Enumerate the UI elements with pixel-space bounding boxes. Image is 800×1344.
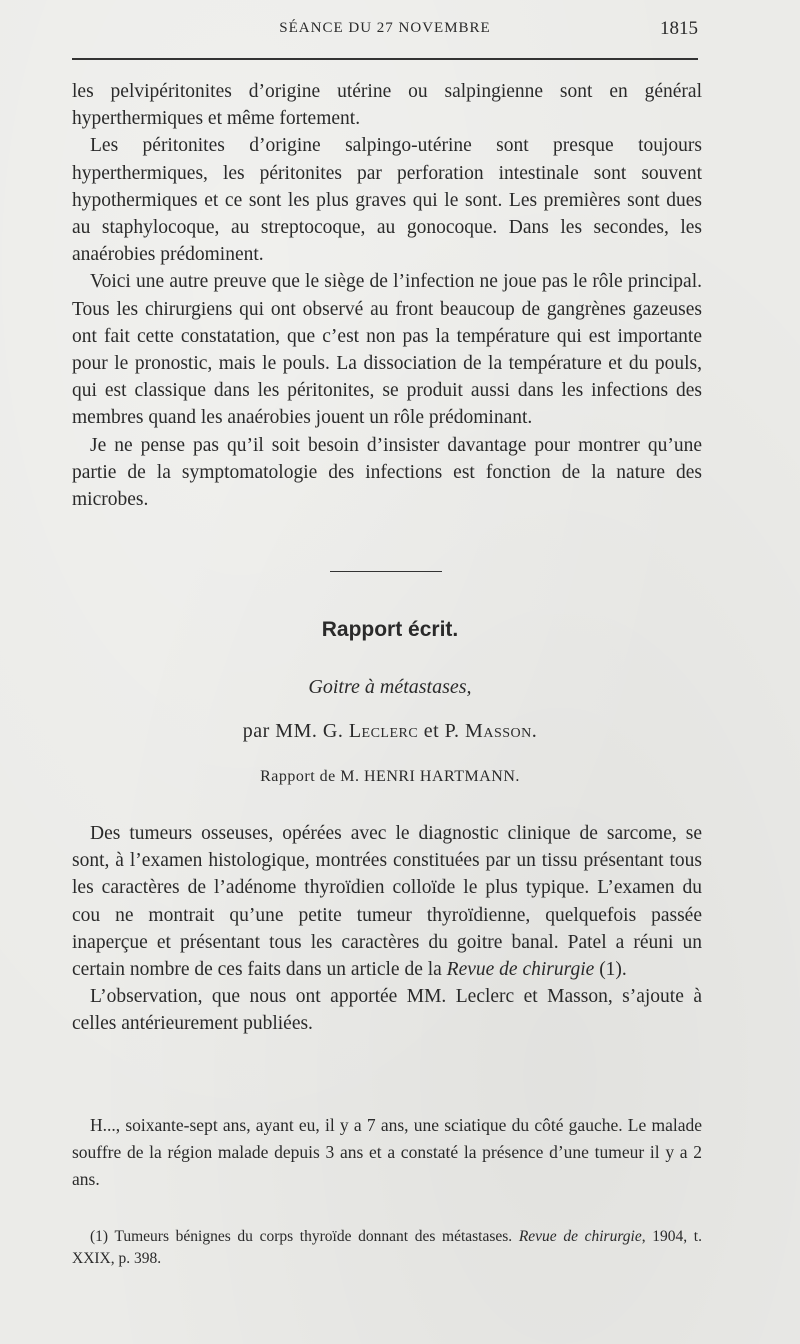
section-separator: [330, 571, 442, 572]
footnote-text: [72, 1226, 702, 1270]
footnote-ref: (1).: [594, 959, 627, 981]
author-name: Leclerc: [348, 720, 419, 742]
authors-suffix: .: [531, 720, 538, 742]
author-name: Masson: [465, 720, 532, 742]
footnote: [72, 1226, 702, 1270]
header-rule: [72, 58, 698, 60]
article-authors: [0, 720, 780, 743]
footnote-start: (1) Tumeurs bénignes du corps thyroïde donnant des métastases.: [90, 1228, 513, 1245]
paragraph: L’observation, que nous ont apportée MM. Leclerc et Masson, s’ajoute à celles antérieurement publiées.: [72, 986, 702, 1035]
article-title: Goitre à métastases,: [308, 676, 472, 698]
observation-text: [72, 1112, 702, 1193]
authors-middle: et P.: [423, 720, 460, 742]
page-number: 1815: [660, 18, 698, 39]
footnote-end: , 1904, t. XXIX, p. 398.: [72, 1228, 702, 1267]
header-title: SÉANCE DU 27 NOVEMBRE: [279, 20, 491, 36]
paragraph: H..., soixante-sept ans, ayant eu, il y a 7 ans, une sciatique du côté gauche. Le malade souffre de la région malade depuis 3 ans et a constaté la présence d’une tumeur il y a 2 ans.: [72, 1115, 702, 1189]
paragraph-text: Des tumeurs osseuses, opérées avec le diagnostic clinique de sarcome, se sont, à l’examen histologique, montrées constituées par un tissu présentant tous les caractères de l’adénome thyroïdien colloïde le plus typique. L’examen du cou ne montrait qu’une petite tumeur thyroïdienne, quelquefois passée inaperçue et présentant tous les caractères du goitre banal. Patel a réuni un certain nombre de ces faits dans un article de la: [72, 823, 702, 981]
paragraph: Voici une autre preuve que le siège de l’infection ne joue pas le rôle principal. Tous les chirurgiens qui ont observé au front beaucoup de gangrènes gazeuses ont fait cette constatation, que c’est non pas la température qui est importante pour le pronostic, mais le pouls. La dissociation de la température et du pouls, qui est classique dans les péritonites, se produit aussi dans les infections des membres quand les anaérobies jouent un rôle prédominant.: [72, 271, 702, 429]
running-header: [72, 20, 698, 44]
paragraph: Les péritonites d’origine salpingo-utérine sont presque toujours hyperthermiques, les péritonites par perforation intestinale sont souvent hypothermiques et ce sont les plus graves qui le sont. Les premières sont dues au staphylocoque, au streptocoque, au gonocoque. Dans les secondes, les anaérobies prédominent.: [72, 135, 702, 266]
section-title: Rapport écrit.: [321, 618, 459, 641]
reporter-line: Rapport de M. HENRI HARTMANN.: [260, 768, 520, 785]
authors-prefix: par MM. G.: [242, 720, 344, 742]
discussion-text: [72, 78, 702, 513]
paragraph: Je ne pense pas qu’il soit besoin d’insister davantage pour montrer qu’une partie de la symptomatologie des infections est fonction de la nature des microbes.: [72, 434, 702, 511]
report-text: [72, 820, 702, 1038]
paragraph-continued: les pelvipéritonites d’origine utérine ou salpingienne sont en général hyperthermiques et même fortement.: [72, 81, 702, 130]
journal-title: Revue de chirurgie: [446, 959, 595, 981]
paragraph: [72, 820, 702, 983]
footnote-journal: Revue de chirurgie: [518, 1228, 642, 1245]
